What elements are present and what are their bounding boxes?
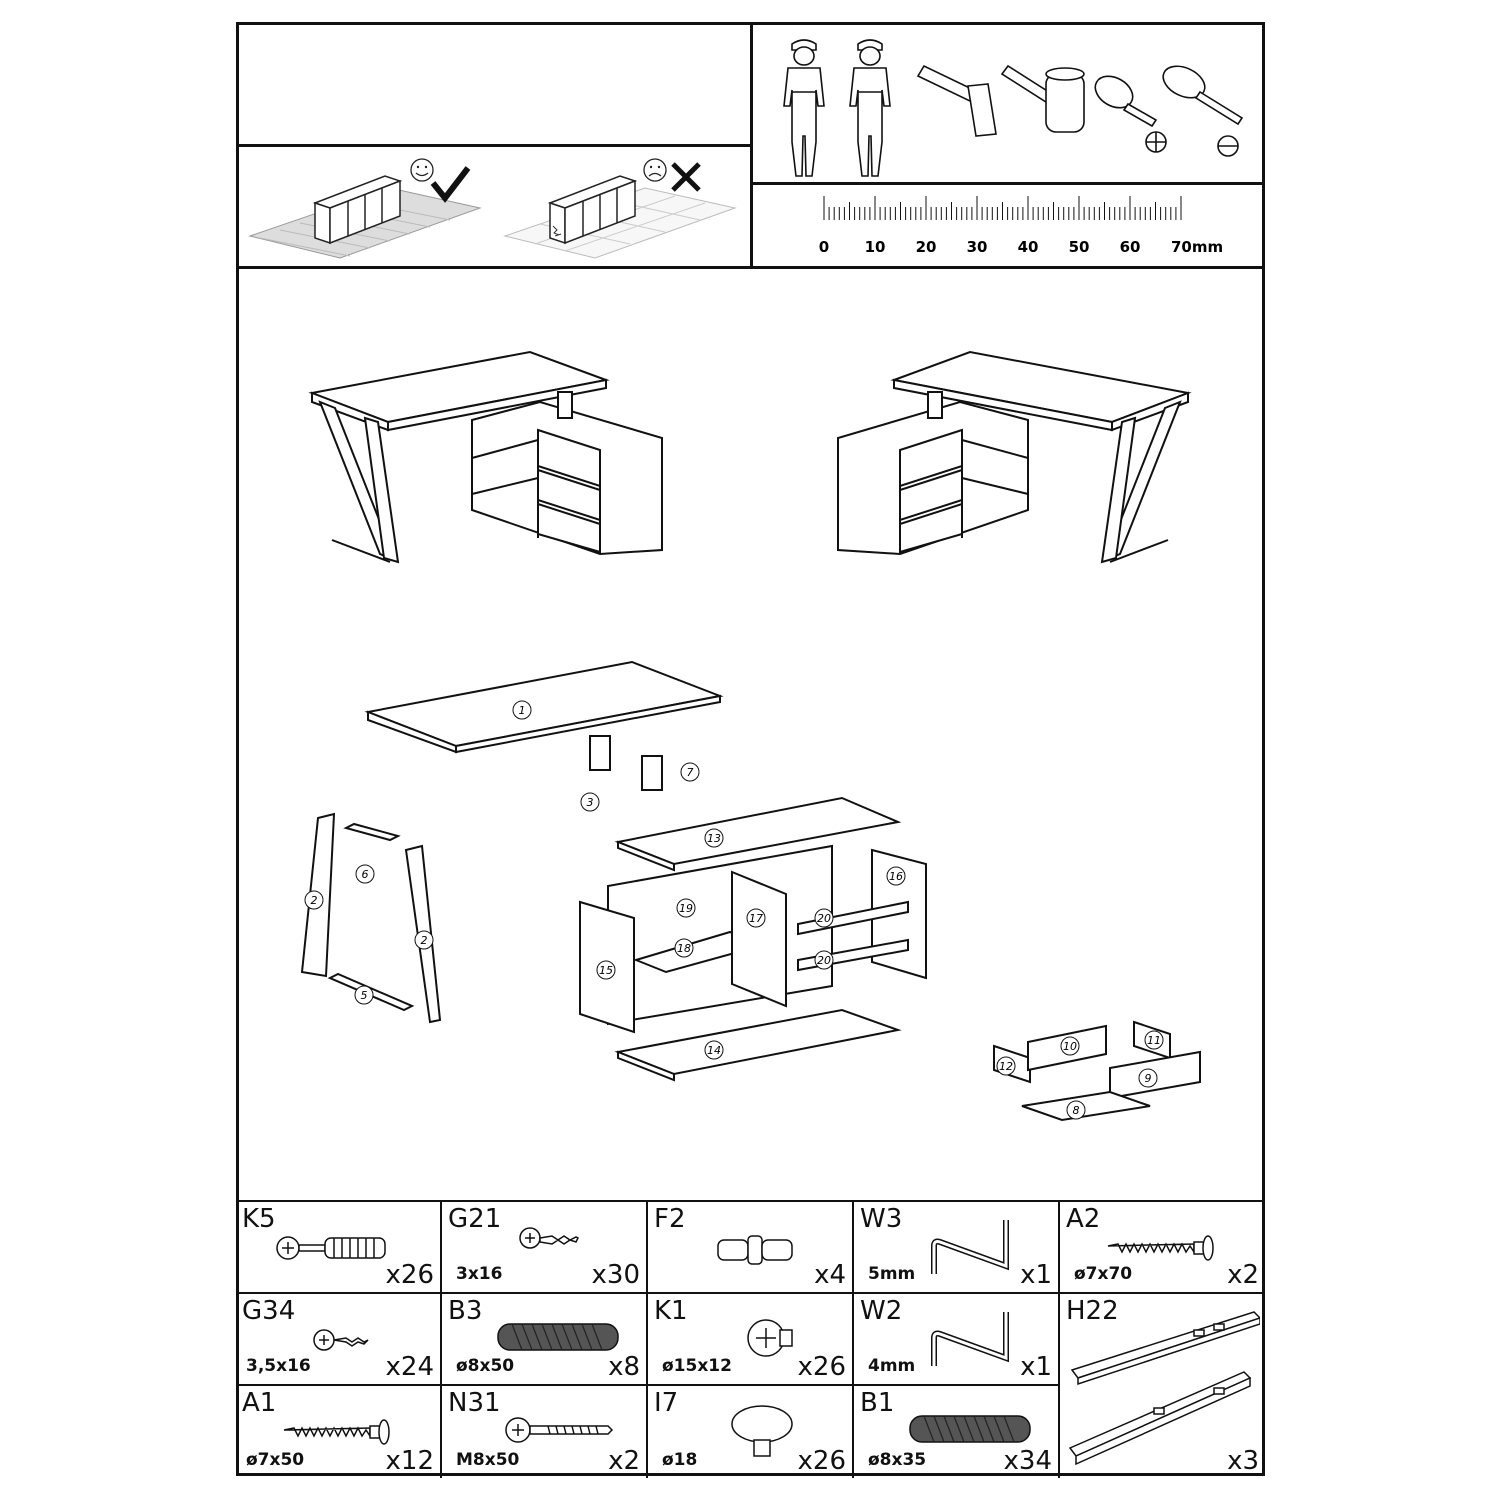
phillips-screwdriver-icon <box>1090 70 1166 152</box>
hardware-item-w2 <box>854 1294 1060 1386</box>
hardware-quantity: x26 <box>385 1260 434 1290</box>
panel-label: 1 <box>518 704 526 717</box>
hardware-dimension: ø7x50 <box>246 1450 305 1470</box>
hardware-dimension: ø15x12 <box>662 1356 732 1376</box>
hardware-dimension: ø8x50 <box>456 1356 515 1376</box>
ruler-tick-label: 70mm <box>1171 238 1224 256</box>
panel-label: 3 <box>586 796 594 809</box>
ruler-tick-label: 0 <box>818 238 830 256</box>
hardware-code: B3 <box>448 1296 483 1326</box>
panel-label: 11 <box>1147 1034 1161 1047</box>
hardware-code: W2 <box>860 1296 903 1326</box>
hardware-dimension: ø8x35 <box>868 1450 927 1470</box>
hardware-dimension: 5mm <box>868 1264 916 1284</box>
hardware-quantity: x24 <box>385 1352 434 1382</box>
ruler-tick-label: 50 <box>1068 238 1090 256</box>
panel-label: 8 <box>1072 1104 1080 1117</box>
hardware-quantity: x8 <box>608 1352 640 1382</box>
hardware-dimension: ø18 <box>662 1450 698 1470</box>
hardware-quantity: x12 <box>385 1446 434 1476</box>
hardware-quantity: x34 <box>1003 1446 1052 1476</box>
hardware-dimension: 3,5x16 <box>246 1356 311 1376</box>
panel-label: 20 <box>817 912 831 925</box>
hardware-item-i7 <box>648 1386 854 1478</box>
hardware-quantity: x1 <box>1020 1260 1052 1290</box>
hardware-item-n31 <box>442 1386 648 1478</box>
hardware-quantity: x2 <box>608 1446 640 1476</box>
bar-6 <box>346 824 398 840</box>
hardware-quantity: x26 <box>797 1446 846 1476</box>
hardware-item-k5 <box>236 1202 442 1294</box>
tools-illustration <box>756 28 1260 178</box>
panel-label: 15 <box>599 964 613 977</box>
panel-label: 13 <box>707 832 721 845</box>
hardware-code: K5 <box>242 1204 276 1234</box>
hardware-code: N31 <box>448 1388 501 1418</box>
hardware-code: A2 <box>1066 1204 1101 1234</box>
hardware-item-a2 <box>1060 1202 1265 1294</box>
ruler <box>756 186 1260 266</box>
hardware-item-h22 <box>1060 1294 1265 1478</box>
post-3 <box>590 736 610 770</box>
hardware-quantity: x2 <box>1227 1260 1259 1290</box>
panel-label: 17 <box>749 912 763 925</box>
hardware-code: G34 <box>242 1296 296 1326</box>
hardware-item-f2 <box>648 1202 854 1294</box>
ruler-tick-label: 10 <box>864 238 886 256</box>
hardware-code: G21 <box>448 1204 502 1234</box>
desk-config-right <box>838 352 1188 562</box>
assemble-on-tiles-bad <box>505 159 735 258</box>
check-icon <box>433 168 468 198</box>
hardware-quantity: x26 <box>797 1352 846 1382</box>
exploded-parts-view <box>290 650 1220 1130</box>
worker-icon <box>850 40 890 176</box>
panel-label: 12 <box>999 1060 1013 1073</box>
hardware-code: K1 <box>654 1296 688 1326</box>
ruler-tick-label: 60 <box>1119 238 1141 256</box>
panel-label: 18 <box>677 942 691 955</box>
cross-icon <box>673 164 699 190</box>
hardware-item-k1 <box>648 1294 854 1386</box>
frown-icon <box>644 159 666 181</box>
panel-label: 16 <box>889 870 903 883</box>
hardware-item-g21 <box>442 1202 648 1294</box>
drawer-bottom-8 <box>1022 1092 1150 1120</box>
hardware-quantity: x4 <box>814 1260 846 1290</box>
hardware-dimension: 3x16 <box>456 1264 503 1284</box>
panel-14-bottom <box>618 1010 898 1080</box>
hardware-dimension: 4mm <box>868 1356 916 1376</box>
hardware-item-a1 <box>236 1386 442 1478</box>
panel-label: 6 <box>361 868 369 881</box>
desk-configurations <box>300 340 1200 570</box>
hardware-quantity: x30 <box>591 1260 640 1290</box>
panel-label: 7 <box>686 766 694 779</box>
panel-17-divider <box>732 872 786 1006</box>
hardware-item-w3 <box>854 1202 1060 1294</box>
panel-label: 19 <box>679 902 693 915</box>
mallet-icon <box>1002 66 1084 132</box>
ruler-tick-label: 40 <box>1017 238 1039 256</box>
hardware-dimension: M8x50 <box>456 1450 520 1470</box>
ruler-tick-label: 30 <box>966 238 988 256</box>
panel-label: 5 <box>360 989 368 1002</box>
panel-label: 14 <box>707 1044 721 1057</box>
flat-screwdriver-icon <box>1158 60 1242 156</box>
hardware-item-b1 <box>854 1386 1060 1478</box>
hardware-quantity: x3 <box>1227 1446 1259 1476</box>
hardware-code: A1 <box>242 1388 277 1418</box>
smiley-icon <box>411 159 433 181</box>
hardware-code: W3 <box>860 1204 903 1234</box>
panel-label: 9 <box>1144 1072 1152 1085</box>
hardware-code: H22 <box>1066 1296 1119 1326</box>
hardware-quantity: x1 <box>1020 1352 1052 1382</box>
desk-config-left <box>312 352 662 562</box>
hardware-list <box>236 1200 1265 1478</box>
panel-label: 20 <box>817 954 831 967</box>
hardware-item-b3 <box>442 1294 648 1386</box>
panel-label: 2 <box>310 894 318 907</box>
ruler-tick-label: 20 <box>915 238 937 256</box>
hammer-icon <box>918 66 996 136</box>
panel-label: 10 <box>1063 1040 1077 1053</box>
hardware-item-g34 <box>236 1294 442 1386</box>
title-box <box>236 22 753 147</box>
post-7 <box>642 756 662 790</box>
hardware-code: F2 <box>654 1204 686 1234</box>
panel-label: 2 <box>420 934 428 947</box>
hardware-dimension: ø7x70 <box>1074 1264 1133 1284</box>
floor-advice-illustration <box>240 148 748 264</box>
hardware-code: I7 <box>654 1388 679 1418</box>
worker-icon <box>784 40 824 176</box>
assemble-on-carpet-good <box>250 159 480 258</box>
hardware-code: B1 <box>860 1388 895 1418</box>
panel-1-desktop <box>368 662 720 752</box>
